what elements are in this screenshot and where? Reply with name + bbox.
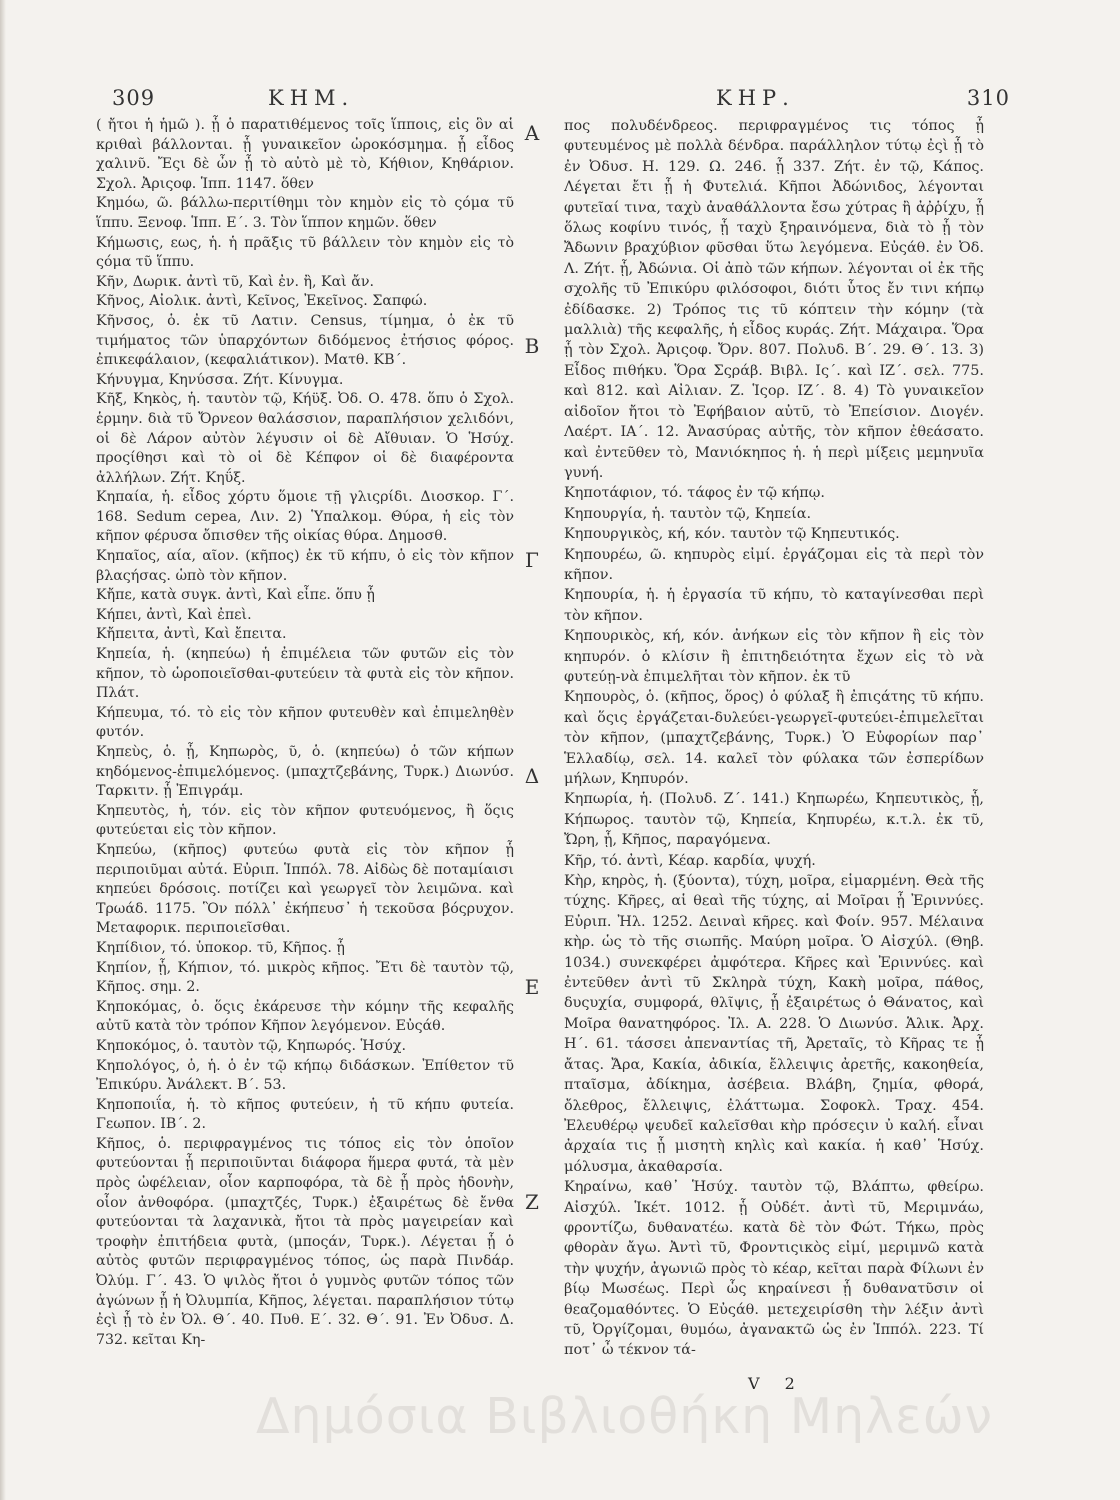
dictionary-entry: Κηποποιΐα, ἡ. τὸ κῆπος φυτεύειν, ἡ τῦ κήπυ φυτεία. Γεωπον. ΙΒ΄. 2. (96, 1096, 514, 1133)
dictionary-entry: Κηπουργία, ἡ. ταυτὸν τῷ, Κηπεία. (564, 505, 812, 522)
dictionary-entry: Κήπει, ἀντὶ, Καὶ ἐπεὶ. (96, 606, 252, 623)
margin-letter-e: Ε (524, 975, 540, 999)
right-page-number: 310 (966, 86, 1010, 110)
dictionary-entry: Κηπουργικὸς, κή, κόν. ταυτὸν τῷ Κηπευτικός. (564, 526, 900, 543)
left-column (82, 116, 514, 1350)
right-running-header: ΚΗΡ. (716, 86, 795, 110)
dictionary-entry: Κηραίνω, καθ᾽ Ἡσύχ. ταυτὸν τῷ, Βλάπτω, φθείρω. Αἰσχύλ. Ἱκέτ. 1012. ᾗ Οὐδέτ. ἀντὶ τῦ, Μεριμνάω, φροντίζω, δυθανατέω. κατὰ δὲ τὸν Φώτ. Τήκω, πρὸς φθορὰν ἄγω. Ἀντὶ τῦ, Φροντιςικὸς εἰμί, μεριμνῶ κατὰ τὴν ψυχήν, ἀγωνιῶ πρὸς τὸ κέαρ, κεῖται παρὰ Φίλωνι ἐν βίῳ Μωσέως. Περὶ ὧς κηραίνεσι ᾗ δυθανατῦσιν οἱ θεαζομαθόντες. Ὁ Εὐςάθ. μετεχειρίσθη τὴν λέξιν ἀντὶ τῦ, Ὀργίζομαι, θυμόω, ἀγανακτῶ ὡς ἐν Ἱππόλ. 223. Τί ποτ᾽ ὦ τέκνον τά- (564, 1179, 984, 1359)
left-page-number: 309 (112, 86, 156, 110)
page-spine (0, 0, 6, 1500)
dictionary-entry: Κἤπειτα, ἀντὶ, Καὶ ἔπειτα. (96, 626, 287, 643)
dictionary-entry: Κηπουρὸς, ὁ. (κῆπος, ὅρος) ὁ φύλαξ ἢ ἐπιςάτης τῦ κήπυ. καὶ ὅςις ἐργάζεται-δυλεύει-γεωργεῖ-φυτεύει-ἐπιμελεῖται τὸν κῆπον, (μπαχτζεβάνης, Τυρκ.) Ὁ Εὐφορίων παρ᾽ Ἑλλαδίῳ, σελ. 14. καλεῖ τὸν φύλακα τῶν ἐσπερίδων μήλων, Κηπυρόν. (564, 689, 984, 787)
dictionary-entry: Κηπευτὸς, ἡ, τόν. εἰς τὸν κῆπον φυτευόμενος, ἢ ὅςις φυτεύεται εἰς τὸν κῆπον. (96, 802, 514, 839)
margin-letter-b: Β (524, 334, 540, 358)
dictionary-entry: Κὴρ, κηρὸς, ἡ. (ξύοντα), τύχη, μοῖρα, εἱμαρμένη. Θεὰ τῆς τύχης. Κῆρες, αἱ θεαὶ τῆς τύχης, αἱ Μοῖραι ᾗ Ἐριννύες. Εὐριπ. Ἠλ. 1252. Δειναὶ κῆρες. καὶ Φοίν. 957. Μέλαινα κὴρ. ὡς τὸ τῆς σιωπῆς. Μαύρη μοῖρα. Ὁ Αἰσχύλ. (Θηβ. 1034.) συνεκφέρει ἀμφότερα. Κῆρες καὶ Ἐριννύες. καὶ ἐντεῦθεν ἀντὶ τῦ Σκληρὰ τύχη, Κακὴ μοῖρα, πάθος, δυςυχία, συμφορά, θλῖψις, ᾗ ἐξαιρέτως ὁ Θάνατος, καὶ Μοῖρα θανατηφόρος. Ἰλ. Α. 228. Ὁ Διωνύσ. Ἁλικ. Ἀρχ. Η΄. 61. τάσσει ἀπεναντίας τῆ, Ἀρεταῖς, τὸ Κῆρας τε ᾗ ἄτας. Ἄρα, Κακία, ἀδικία, ἔλλειψις ἀρετῆς, κακοηθεία, πταῖσμα, ἀδίκημα, ἀσέβεια. Βλάβη, ζημία, φθορά, ὄλεθρος, ἔλλειψις, ἐλάττωμα. Σοφοκλ. Τραχ. 454. Ἐλευθέρῳ ψευδεῖ καλεῖσθαι κὴρ πρόσεςιν ὐ καλή. εἶναι ἀρχαία τις ᾗ μισητὴ κηλὶς καὶ κακία. ἡ καθ᾽ Ἡσύχ. μόλυσμα, ἀκαθαρσία. (564, 873, 984, 1175)
dictionary-entry: Κήνυγμα, Κηνύσσα. Ζήτ. Κίνυγμα. (96, 371, 344, 388)
dictionary-entry: Κηπεὺς, ὁ. ᾗ, Κηπωρὸς, ῦ, ὁ. (κηπεύω) ὁ τῶν κήπων κηδόμενος-ἐπιμελόμενος. (μπαχτζεβάνης, Τυρκ.) Διωνύσ. Ταρκιτν. ᾗ Ἐπιγράμ. (96, 744, 514, 800)
dictionary-entry: Κῆξ, Κηκὸς, ἡ. ταυτὸν τῷ, Κήϋξ. Ὀδ. Ο. 478. ὅπυ ὁ Σχολ. ἑρμην. διὰ τῦ Ὄρνεον θαλάσσιον, παραπλήσιον χελιδόνι, οἱ δὲ Λάρον αὐτὸν λέγυσιν οἱ δὲ Αἴθυιαν. Ὁ Ἡσύχ. προςίθησι καὶ τὸ οἱ δὲ Κέπφον οἱ δὲ διαφέροντα ἀλλήλων. Ζήτ. Κηΰξ. (96, 391, 514, 486)
dictionary-entry: Κηποκόμος, ὁ. ταυτὸν τῷ, Κηπωρός. Ἡσύχ. (96, 1037, 407, 1054)
dictionary-entry: Κῆπος, ὁ. περιφραγμένος τις τόπος εἰς τὸν ὁποῖον φυτεύονται ᾗ περιποιῦνται διάφορα ἥμερα φυτά, τὰ μὲν πρὸς ὠφέλειαν, οἷον καρποφόρα, τὰ δὲ ᾗ πρὸς ἡδονὴν, οἷον ἀνθοφόρα. (μπαχτζές, Τυρκ.) ἐξαιρέτως δὲ ἔνθα φυτεύονται τὰ λαχανικὰ, ἤτοι τὰ πρὸς μαγειρείαν καὶ τροφὴν ἐπιτήδεια φυτὰ, (μποςάν, Τυρκ.). Λέγεται ᾗ ὁ αὐτὸς φυτῶν περιφραγμένος τόπος, ὡς παρὰ Πινδάρ. Ὀλύμ. Γ΄. 43. Ὁ ψιλὸς ἤτοι ὁ γυμνὸς φυτῶν τόπος τῶν ἀγώνων ᾗ ἡ Ὀλυμπία, Κῆπος, λέγεται. παραπλήσιον τύτῳ ἐςὶ ᾗ τὸ ἐν Ὀλ. Θ΄. 40. Πυθ. Ε΄. 32. Θ΄. 91. Ἐν Ὀδυσ. Δ. 732. κεῖται Κη- (96, 1135, 514, 1348)
dictionary-entry: Κήπευμα, τό. τὸ εἰς τὸν κῆπον φυτευθὲν καὶ ἐπιμεληθὲν φυτόν. (96, 704, 514, 741)
left-running-header: ΚΗΜ. (268, 86, 355, 110)
dictionary-entry: Κημόω, ῶ. βάλλω-περιτίθημι τὸν κημὸν εἰς τὸ ςόμα τῦ ἵππυ. Ξενοφ. Ἱππ. Ε΄. 3. Τὸν ἵππον κημῶν. ὅθεν (96, 195, 514, 231)
dictionary-entry: πος πολυδένδρεος. περιφραγμένος τις τόπος ᾗ φυτευμένος μὲ πολλὰ δένδρα. παράλληλον τύτῳ ἐςὶ ᾗ τὸ ἐν Ὀδυσ. Η. 129. Ω. 246. ᾗ 337. Ζήτ. ἐν τῷ, Κάπος. Λέγεται ἔτι ᾗ ἡ Φυτελιά. Κῆποι Ἀδώνιδος, λέγονται φυτεῖαί τινα, ταχὺ ἀναθάλλοντα ἔσω χύτρας ἢ ἀῤῥίχυ, ᾗ ὅλως κοφίνυ τινός, ᾗ ταχὺ ξηραινόμενα, διὰ τὸ ᾗ τὸν Ἄδωνιν βραχύβιον φῦσθαι ὕτω λεγόμενα. Εὐςάθ. ἐν Ὀδ. Λ. Ζήτ. ᾗ, Ἀδώνια. Οἱ ἀπὸ τῶν κήπων. λέγονται οἱ ἐκ τῆς σχολῆς τῦ Ἐπικύρυ φιλόσοφοι, διότι ὗτος ἔν τινι κήπῳ ἐδίδασκε. 2) Τρόπος τις τῦ κόπτειν τὴν κόμην (τὰ μαλλιὰ) τῆς κεφαλῆς, ἡ εἶδος κυράς. Ζήτ. Μάχαιρα. Ὅρα ᾗ τὸν Σχολ. Ἀριςοφ. Ὄρν. 807. Πολυδ. Β΄. 29. Θ΄. 13. 3) Εἶδος πιθήκυ. Ὅρα Σςράβ. Βιβλ. Ις΄. καὶ ΙΖ΄. σελ. 775. καὶ 812. καὶ Αἰλιαν. Ζ. Ἱςορ. ΙΖ΄. 8. 4) Τὸ γυναικεῖον αἰδοῖον ἤτοι τὸ Ἐφήβαιον αὐτῦ, τὸ Ἐπείσιον. Διογέν. Λαέρτ. ΙΑ΄. 12. Ἀνασύρας αὐτῆς, τὸν κῆπον ἐθεάσατο. καὶ ἐντεῦθεν τὸ, Μανιόκηπος ἡ. ἡ περὶ μίξεις μεμηνυῖα γυνή. (564, 118, 984, 481)
dictionary-entry: Κηπουρικὸς, κή, κόν. ἀνήκων εἰς τὸν κῆπον ἢ εἰς τὸν κηπυρόν. ὁ κλίσιν ἢ ἐπιτηδειότητα ἔχων εἰς τὸ νὰ φυτεύῃ-νὰ ἐπιμελῆται τὸν κῆπον. ἐκ τῦ (564, 628, 984, 685)
dictionary-entry: Κῆρ, τό. ἀντὶ, Κέαρ. καρδία, ψυχή. (564, 852, 816, 869)
dictionary-entry: Κηπολόγος, ὁ, ἡ. ὁ ἐν τῷ κήπῳ διδάσκων. Ἐπίθετον τῦ Ἐπικύρυ. Ἀνάλεκτ. Β΄. 53. (96, 1057, 514, 1094)
dictionary-entry: Κηπωρία, ἡ. (Πολυδ. Ζ΄. 141.) Κηπωρέω, Κηπευτικὸς, ᾗ, Κήπωρος. ταυτὸν τῷ, Κηπεία, Κηπυρέω, κ.τ.λ. ἐκ τῦ, Ὤρη, ᾗ, Κῆπος, παραγόμενα. (564, 791, 984, 849)
dictionary-entry: Κηπαῖος, αία, αῖον. (κῆπος) ἐκ τῦ κήπυ, ὁ εἰς τὸν κῆπον βλαςήσας. ὡπὸ τὸν κῆπον. (96, 548, 514, 584)
dictionary-entry: Κῆνος, Αἰολικ. ἀντὶ, Κεῖνος, Ἐκεῖνος. Σαπφώ. (96, 293, 428, 310)
margin-letter-d: Δ (524, 764, 540, 788)
margin-letter-g: Γ (525, 548, 539, 572)
dictionary-entry: Κηπίδιον, τό. ὑποκορ. τῦ, Κῆπος. ᾗ (96, 939, 345, 956)
dictionary-entry: ( ἤτοι ἡ ἡμῶ ). ᾗ ὁ παρατιθέμενος τοῖς ἵπποις, εἰς ὃν αἱ κριθαὶ βάλλονται. ᾗ γυναικεῖον ὠροκόσμημα. ᾗ εἶδος χαλινῦ. Ἔςι δὲ ὦν ᾗ τὸ αὐτὸ μὲ τὸ, Κήθιον, Κηθάριον. Σχολ. Ἀριςοφ. Ἱππ. 1147. ὅθεν (96, 117, 514, 192)
dictionary-entry: Κηπίον, ᾗ, Κήπιον, τό. μικρὸς κῆπος. Ἔτι δὲ ταυτὸν τῷ, Κῆπος. σημ. 2. (96, 959, 514, 996)
margin-letter-a: Α (524, 121, 540, 145)
dictionary-entry: Κῆνσος, ὁ. ἐκ τῦ Λατιν. Census, τίμημα, ὁ ἐκ τῦ τιμήματος τῶν ὑπαρχόντων διδόμενος ἐτήσιος φόρος. ἐπικεφάλαιον, (κεφαλιάτικον). Ματθ. ΚΒ΄. (96, 312, 514, 369)
dictionary-entry: Κηπαία, ἡ. εἶδος χόρτυ ὅμοιε τῇ γλιςρίδι. Διοσκορ. Γ΄. 168. Sedum cepea, Λιν. 2) Ὑπαλκομ. Θύρα, ἡ εἰς τὸν κῆπον φέρυσα ὄπισθεν τῆς οἰκίας θύρα. Δημοσθ. (96, 489, 514, 545)
dictionary-entry: Κηποτάφιον, τό. τάφος ἐν τῷ κήπῳ. (564, 485, 825, 502)
margin-letter-z: Ζ (525, 1190, 539, 1214)
dictionary-entry: Κηπουρέω, ῶ. κηπυρὸς εἰμί. ἐργάζομαι εἰς τὰ περὶ τὸν κῆπον. (564, 546, 984, 583)
dictionary-entry: Κἤπε, κατὰ συγκ. ἀντὶ, Καὶ εἶπε. ὅπυ ᾗ (96, 587, 375, 604)
dictionary-entry: Κήμωσις, εως, ἡ. ἡ πρᾶξις τῦ βάλλειν τὸν κημὸν εἰς τὸ ςόμα τῦ ἵππυ. (96, 234, 514, 271)
right-column (550, 116, 984, 1361)
dictionary-entry: Κῆν, Δωρικ. ἀντὶ τῦ, Καὶ ἐν. ἢ, Καὶ ἄν. (96, 273, 374, 290)
dictionary-entry: Κηπουρία, ἡ. ἡ ἐργασία τῦ κήπυ, τὸ καταγίνεσθαι περὶ τὸν κῆπον. (564, 587, 984, 624)
dictionary-entry: Κηπεία, ἡ. (κηπεύω) ἡ ἐπιμέλεια τῶν φυτῶν εἰς τὸν κῆπον, τὸ ὡροποιεῖσθαι-φυτεύειν τὰ φυτὰ εἰς τὸν κῆπον. Πλάτ. (96, 646, 514, 702)
dictionary-entry: Κηπεύω, (κῆπος) φυτεύω φυτὰ εἰς τὸν κῆπον ᾗ περιποιῦμαι αὐτά. Εὐριπ. Ἱππόλ. 78. Αἰδὼς δὲ ποταμίαισι κηπεύει δρόσοις. ποτίζει καὶ γεωργεῖ τὸν λειμῶνα. καὶ Τρωάδ. 1175. Ὃν πόλλ᾽ ἐκήπευσ᾽ ἡ τεκοῦσα βόςρυχον. Μεταφορικ. περιποιεῖσθαι. (96, 841, 514, 937)
library-watermark: Δημόσια Βιβλιοθήκη Μηλεών (256, 1388, 994, 1445)
dictionary-entry: Κηποκόμας, ὁ. ὅςις ἐκάρευσε τὴν κόμην τῆς κεφαλῆς αὐτῦ κατὰ τὸν τρόπον Κῆπον λεγόμενον. Εὐςάθ. (96, 998, 514, 1035)
signature-mark: V 2 (748, 1374, 805, 1393)
